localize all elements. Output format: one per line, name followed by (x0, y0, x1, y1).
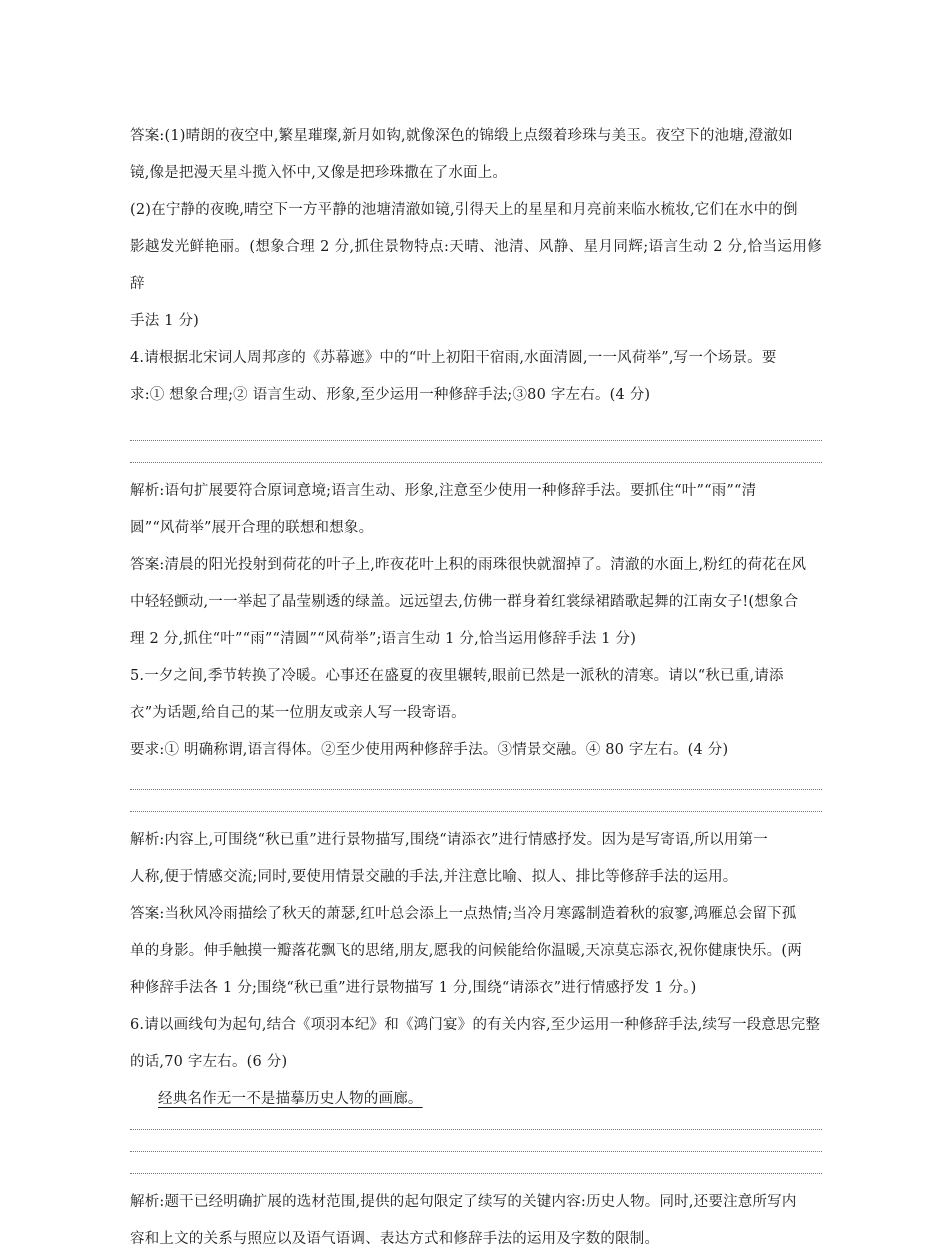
q5-answer-line-1: 答案:当秋风冷雨描绘了秋天的萧瑟,红叶总会添上一点热情;当冷月寒露制造着秋的寂寥,鸿雁总会留下孤 (130, 906, 797, 922)
q3-answer-2-line-2: 影越发光鲜艳丽。(想象合理 2 分,抓住景物特点:天晴、池清、风静、星月同辉;语言生动 2 分,恰当运用修辞 (130, 239, 822, 292)
q3-answer-1-line-1: 答案:(1)晴朗的夜空中,繁星璀璨,新月如钩,就像深色的锦缎上点缀着珍珠与美玉。夜空下的池塘,澄澈如 (130, 128, 793, 144)
q5-question-line-2: 衣”为话题,给自己的某一位朋友或亲人写一段寄语。 (130, 705, 466, 721)
q6-starter-sentence (130, 1081, 822, 1118)
q6-analysis-line-2: 容和上文的关系与照应以及语气语调、表达方式和修辞手法的运用及字数的限制。 (130, 1231, 660, 1247)
underlined-starter: 经典名作无一不是描摹历史人物的画廊。 (158, 1091, 423, 1107)
q3-answer-1-line-2: 镜,像是把漫天星斗揽入怀中,又像是把珍珠撒在了水面上。 (130, 165, 508, 181)
q4-question-line-1: 4.请根据北宋词人周邦彦的《苏幕遮》中的“叶上初阳干宿雨,水面清圆,一一风荷举”,写一个场景。要 (130, 350, 777, 366)
q5-question-line-1: 5.一夕之间,季节转换了冷暖。心事还在盛夏的夜里辗转,眼前已然是一派秋的清寒。请以“秋已重,请添 (130, 668, 784, 684)
q4-analysis-line-1: 解析:语句扩展要符合原词意境;语言生动、形象,注意至少使用一种修辞手法。要抓住“叶”“雨”“清 (130, 483, 757, 499)
q4-question-line-2: 求:① 想象合理;② 语言生动、形象,至少运用一种修辞手法;③80 字左右。(4 分) (130, 387, 651, 403)
document-page (130, 118, 822, 1258)
q5-analysis-line-2: 人称,便于情感交流;同时,要使用情景交融的手法,并注意比喻、拟人、排比等修辞手法的运用。 (130, 869, 738, 885)
q4-answer-line-2: 中轻轻颤动,一一举起了晶莹剔透的绿盖。远远望去,仿佛一群身着红裳绿裙踏歌起舞的江南女子!(想象合 (130, 594, 799, 610)
q4-answer-line-1: 答案:清晨的阳光投射到荷花的叶子上,昨夜花叶上积的雨珠很快就溜掉了。清澈的水面上,粉红的荷花在风 (130, 557, 807, 573)
q5-analysis-line-1: 解析:内容上,可围绕“秋已重”进行景物描写,围绕“请添衣”进行情感抒发。因为是写寄语,所以用第一 (130, 832, 768, 848)
q4-analysis-line-2: 圆”“风荷举”展开合理的联想和想象。 (130, 520, 374, 536)
q4-answer-line-3: 理 2 分,抓住“叶”“雨”“清圆”“风荷举”;语言生动 1 分,恰当运用修辞手法 1 分) (130, 631, 637, 647)
q5-answer-line-3: 种修辞手法各 1 分;围绕“秋已重”进行景物描写 1 分,围绕“请添衣”进行情感抒发 1 分。) (130, 980, 697, 996)
q6-analysis-line-1: 解析:题干已经明确扩展的选材范围,提供的起句限定了续写的关键内容:历史人物。同时,还要注意所写内 (130, 1194, 797, 1210)
q5-answer-line-2: 单的身影。伸手触摸一瓣落花飘飞的思绪,朋友,愿我的问候能给你温暖,天凉莫忘添衣,祝你健康快乐。(两 (130, 943, 802, 959)
q5-requirements: 要求:① 明确称谓,语言得体。②至少使用两种修辞手法。③情景交融。④ 80 字左右。(4 分) (130, 742, 729, 758)
q3-answer-2-line-3: 手法 1 分) (130, 313, 200, 329)
q6-question-line-1: 6.请以画线句为起句,结合《项羽本纪》和《鸿门宴》的有关内容,至少运用一种修辞手法,续写一段意思完整 (130, 1017, 821, 1033)
q6-question-line-2: 的话,70 字左右。(6 分) (130, 1054, 288, 1070)
q3-answer-2-line-1: (2)在宁静的夜晚,晴空下一方平静的池塘清澈如镜,引得天上的星星和月亮前来临水梳妆,它们在水中的倒 (130, 202, 798, 218)
